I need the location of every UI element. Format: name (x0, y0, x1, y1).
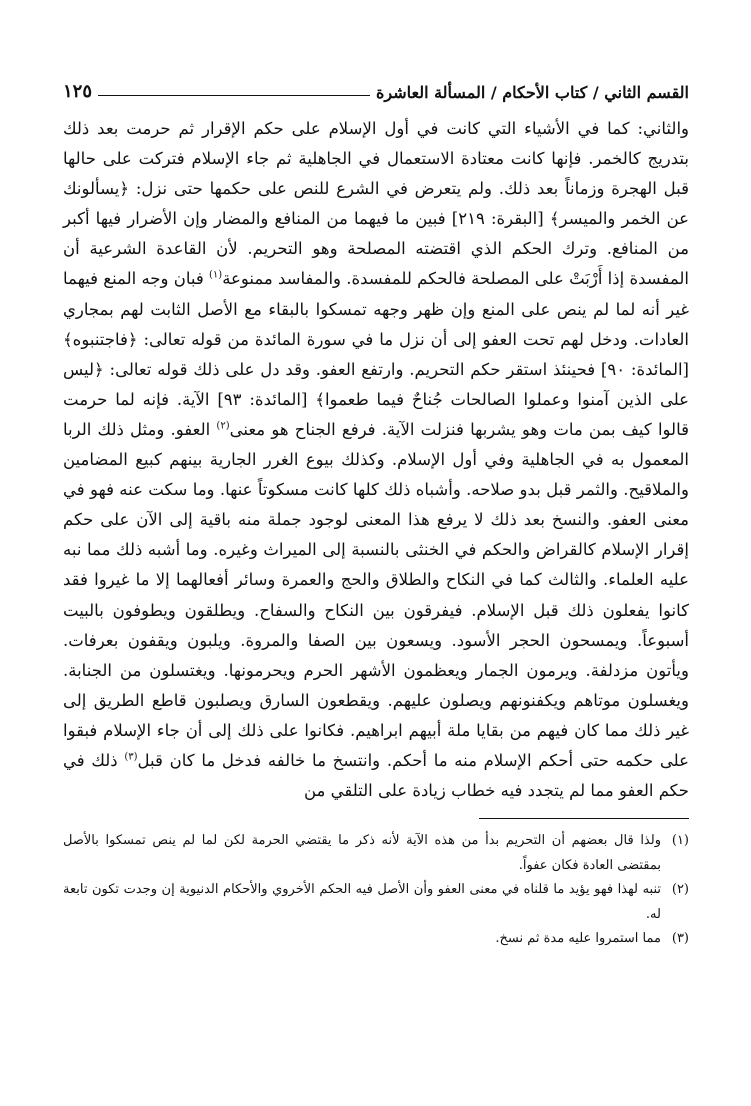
footnote-text: مما استمروا عليه مدة ثم نسخ. (495, 931, 661, 947)
footnote-marker[interactable]: (٢) (216, 420, 230, 432)
footnote-separator (479, 818, 689, 819)
footnote-number: (٣) (671, 931, 689, 947)
footnote (63, 927, 689, 952)
footnote (63, 878, 689, 927)
header-title: القسم الثاني / كتاب الأحكام / المسألة العاشرة (376, 83, 689, 102)
footnote-text: ولذا قال بعضهم أن التحريم بدأ من هذه الآية لأنه ذكر ما يقتضي الحرمة لكن لما لم ينص تمسكوا بالأصل بمقتضى العادة فكان عفواً. (63, 833, 661, 873)
paragraph-text: العفو. ومثل ذلك الربا المعمول به في الجاهلية وفي أول الإسلام. وكذلك بيوع الغرر الجارية بينهم كبيع المضامين والملاقيح. والثمر قبل بدو صلاحه. وأشباه ذلك كلها كانت مسكوتاً عنها. وما سكت عنه فهو في معنى العفو. والنسخ بعد ذلك لا يرفع هذا المعنى لوجود جملة منه باقية إلى الآن على حكم إقرار الإسلام كالقراض والحكم في الخنثى بالنسبة إلى الميراث وغيره. وما أشبه ذلك مما نبه عليه العلماء. والثالث كما في النكاح والطلاق والحج والعمرة وسائر أفعالهما إلا ما غيروا فقد كانوا يفعلون ذلك قبل الإسلام. فيفرقون بين النكاح والسفاح. ويطلقون ويطوفون بالبيت أسبوعاً. ويمسحون الحجر الأسود. ويسعون بين الصفا والمروة. ويلبون ويقفون بعرفات. ويأتون مزدلفة. ويرمون الجمار ويعظمون الأشهر الحرم ويحرمونها. ويغتسلون من الجنابة. ويغسلون موتاهم ويكفنونهم ويصلون عليهم. ويقطعون السارق ويصلبون قاطع الطريق إلى غير ذلك مما كان فيهم من بقايا ملة أبيهم ابراهيم. فكانوا على ذلك إلى أن جاء الإسلام فبقوا على حكمه حتى أحكم الإسلام منه ما أحكم. وانتسخ ما خالفه فدخل ما كان قبل (63, 419, 689, 770)
header-rule (98, 95, 370, 96)
footnote (63, 829, 689, 878)
footnote-number: (١) (671, 833, 689, 849)
footnote-marker[interactable]: (١) (209, 269, 223, 281)
paragraph-text: فبان وجه المنع فيهما غير أنه لما لم ينص على المنع وإن ظهر وجهه تمسكوا بالبقاء مع الأصل الثابت لهم بمجاري العادات. ودخل لهم تحت العفو إلى أن نزل ما في سورة المائدة من قوله تعالى: ﴿فاجتنبوه﴾ [المائدة: ٩٠] فحينئذ استقر حكم التحريم. وارتفع العفو. وقد دل على ذلك قوله تعالى: ﴿ليس على الذين آمنوا وعملوا الصالحات جُناحٌ فيما طعموا﴾ [المائدة: ٩٣] الآية. فإنه لما حرمت قالوا كيف بمن مات وهو يشربها فنزلت الآية. فرفع الجناح هو معنى (63, 269, 690, 439)
paragraph (63, 114, 689, 806)
paragraph-text: ذلك في حكم العفو مما لم يتجدد فيه خطاب زيادة على التلقي من (63, 750, 689, 801)
running-header (63, 64, 689, 102)
document-page (63, 64, 689, 952)
body-text (63, 114, 689, 806)
footnotes (63, 829, 689, 952)
page-number: ١٢٥ (63, 81, 93, 102)
footnote-marker[interactable]: (٣) (124, 751, 138, 763)
footnote-text: تنبه لهذا فهو يؤيد ما قلناه في معنى العفو وأن الأصل فيه الحكم الأخروي والأحكام الدنيوية إن وجدت تكون تابعة له. (63, 882, 661, 922)
footnote-number: (٢) (671, 882, 689, 898)
paragraph-text: والثاني: كما في الأشياء التي كانت في أول الإسلام على حكم الإقرار ثم حرمت بعد ذلك بتدريج كالخمر. فإنها كانت معتادة الاستعمال في الجاهلية ثم جاء الإسلام فتركت على حالها قبل الهجرة وزماناً بعد ذلك. ولم يتعرض في الشرع للنص على حكمها حتى نزل: ﴿يسألونك عن الخمر والميسر﴾ [البقرة: ٢١٩] فبين ما فيهما من المنافع والمضار وإن الأضرار فيها أكبر من المنافع. وترك الحكم الذي اقتضته المصلحة وهو التحريم. لأن القاعدة الشرعية أن المفسدة إذا أَرْبَتْ على المصلحة فالحكم للمفسدة. والمفاسد ممنوعة (63, 119, 690, 289)
